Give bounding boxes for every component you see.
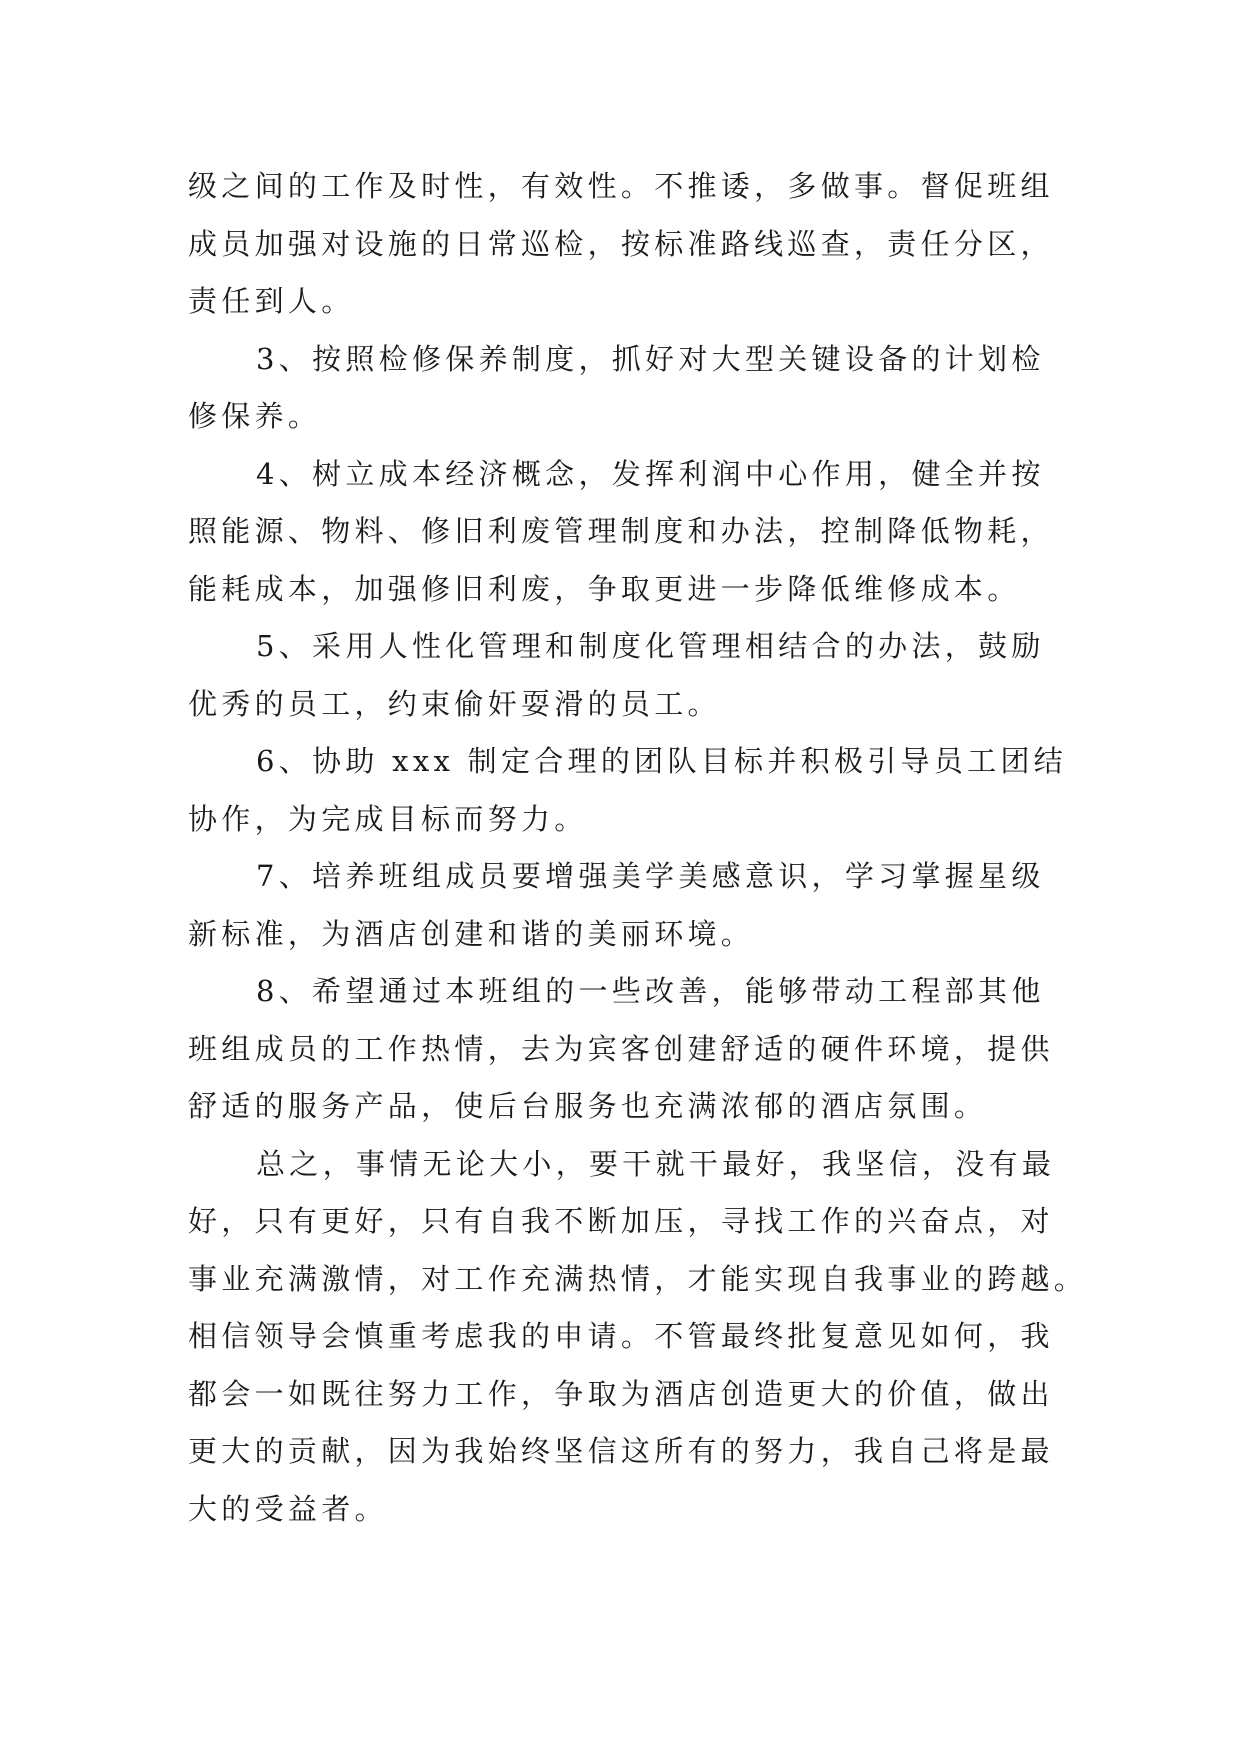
text-line: 能耗成本，加强修旧利废，争取更进一步降低维修成本。 [188, 571, 1021, 606]
text-line: 大的受益者。 [188, 1491, 388, 1526]
document-body [188, 158, 1088, 1538]
text-line: 班组成员的工作热情，去为宾客创建舒适的硬件环境，提供 [188, 1031, 1054, 1066]
text-line: 舒适的服务产品，使后台服务也充满浓郁的酒店氛围。 [188, 1089, 988, 1123]
text-line: 好，只有更好，只有自我不断加压，寻找工作的兴奋点，对 [188, 1204, 1054, 1238]
paragraph-4-start: 4、树立成本经济概念，发挥利润中心作用，健全并按 [256, 456, 1045, 491]
text-line: 成员加强对设施的日常巡检，按标准路线巡查，责任分区， [188, 226, 1054, 261]
text-line: 更大的贡献，因为我始终坚信这所有的努力，我自己将是最 [188, 1434, 1054, 1468]
text-line: 新标准，为酒店创建和谐的美丽环境。 [188, 916, 755, 951]
text-line: 优秀的员工，约束偷奸耍滑的员工。 [188, 686, 721, 721]
text-line: 修保养。 [188, 399, 322, 433]
conclusion-paragraph-start: 总之，事情无论大小，要干就干最好，我坚信，没有最 [256, 1146, 1056, 1181]
text-line: 级之间的工作及时性，有效性。不推诿，多做事。督促班组 [188, 169, 1054, 203]
text-line: 都会一如既往努力工作，争取为酒店创造更大的价值，做出 [188, 1376, 1054, 1411]
paragraph-3-start: 3、按照检修保养制度，抓好对大型关键设备的计划检 [256, 341, 1045, 376]
text-line: 相信领导会慎重考虑我的申请。不管最终批复意见如何，我 [188, 1319, 1054, 1353]
text-line: 事业充满激情，对工作充满热情，才能实现自我事业的跨越。 [188, 1261, 1088, 1296]
paragraph-6-start: 6、协助 xxx 制定合理的团队目标并积极引导员工团结 [256, 744, 1068, 778]
paragraph-7-start: 7、培养班组成员要增强美学美感意识，学习掌握星级 [256, 859, 1045, 893]
text-line: 照能源、物料、修旧利废管理制度和办法，控制降低物耗， [188, 514, 1054, 548]
text-line: 责任到人。 [188, 284, 355, 318]
paragraph-5-start: 5、采用人性化管理和制度化管理相结合的办法，鼓励 [256, 629, 1045, 663]
text-line: 协作，为完成目标而努力。 [188, 801, 588, 836]
paragraph-8-start: 8、希望通过本班组的一些改善，能够带动工程部其他 [256, 974, 1045, 1008]
